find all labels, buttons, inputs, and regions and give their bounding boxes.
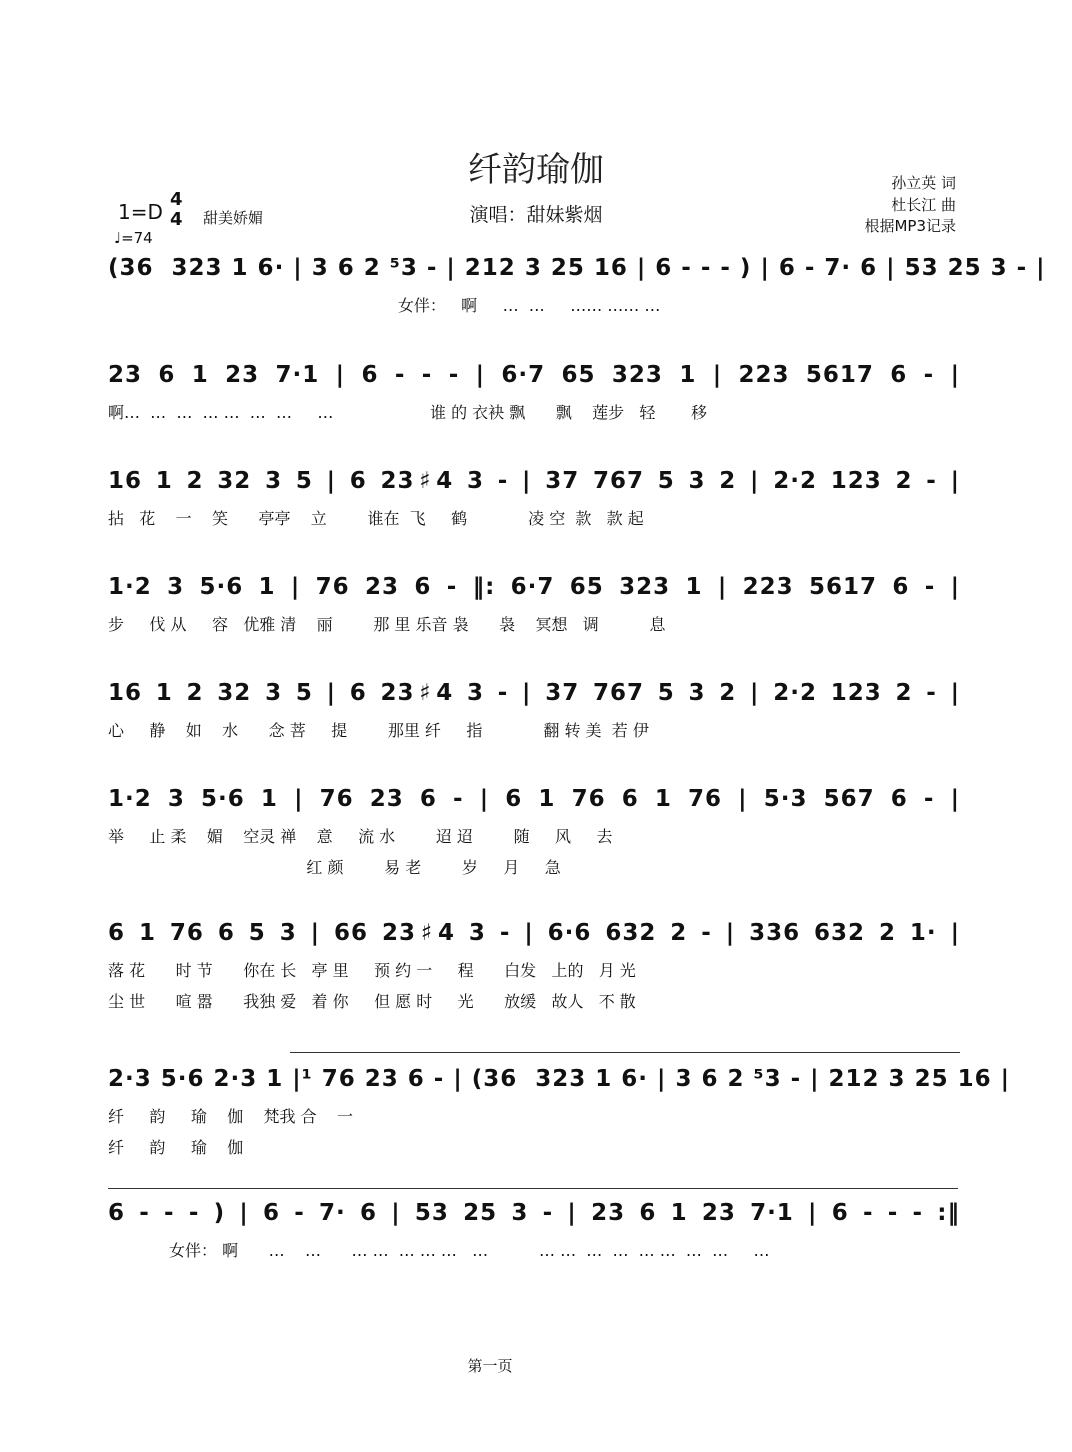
transcription-note: 根据MP3记录: [864, 217, 956, 235]
page-footer: 第一页: [467, 1357, 513, 1375]
notation-line: 16 1 2 32 3 5 | 6 23♯4 3 - | 37 767 5 3 2 | 2·2 123 2 - |: [108, 680, 960, 706]
song-title: 纤韵瑜伽: [468, 150, 604, 190]
music-system: [108, 362, 960, 423]
lyric-line: 纤 韵 瑜 伽: [108, 1138, 244, 1157]
notation-line: (36 323 1 6· | 3 6 2 ⁵3 - | 212 3 25 16 | 6 - - - ) | 6 - 7· 6 | 53 25 3 - |: [108, 255, 1046, 281]
notation-line: 6 1 76 6 5 3 | 66 23♯4 3 - | 6·6 632 2 - | 336 632 2 1· |: [108, 920, 960, 946]
volta-bracket: [290, 1052, 960, 1053]
lyric-line: 纤 韵 瑜 伽 梵我 合 一: [108, 1107, 353, 1126]
music-system: [108, 255, 1046, 316]
lyric-line: 举 止 柔 媚 空灵 禅 意 流 水 迢 迢 随 风 去: [108, 827, 613, 846]
lyric-line: 啊… … … … … … … … 谁 的 衣袂 飘 飘 莲步 轻 移: [108, 403, 707, 422]
lyric-line: 尘 世 喧 嚣 我独 爱 着 你 但 愿 时 光 放缓 故人 不 散: [108, 992, 636, 1011]
mood-marking: 甜美娇媚: [203, 209, 264, 227]
time-bottom: 4: [170, 209, 183, 230]
music-system: [108, 1200, 960, 1261]
music-system: [108, 468, 960, 529]
notation-line: 1·2 3 5·6 1 | 76 23 6 - | 6 1 76 6 1 76 | 5·3 567 6 - |: [108, 786, 960, 812]
music-system: [108, 786, 960, 878]
key-signature: 1=D: [118, 200, 163, 224]
music-system: [108, 680, 960, 741]
music-system: [108, 1066, 1010, 1158]
lyric-line: 拈 花 一 笑 亭亭 立 谁在 飞 鹤 凌 空 款 款 起: [108, 509, 644, 528]
lyric-line: 红 颜 易 老 岁 月 急: [108, 858, 561, 877]
notation-line: 23 6 1 23 7·1 | 6 - - - | 6·7 65 323 1 | 223 5617 6 - |: [108, 362, 960, 388]
lyric-line: 落 花 时 节 你在 长 亭 里 预 约 一 程 白发 上的 月 光: [108, 961, 636, 980]
tempo-marking: ♩=74: [114, 229, 153, 247]
composer: 杜长江 曲: [891, 196, 956, 214]
lyric-line: 女伴： 啊 … … … … … … … … … … … … … … … … …: [108, 1241, 770, 1260]
music-system: [108, 574, 960, 635]
lyricist: 孙立英 词: [891, 174, 956, 192]
notation-line: 2·3 5·6 2·3 1 |¹ 76 23 6 - | (36 323 1 6· | 3 6 2 ⁵3 - | 212 3 25 16 |: [108, 1066, 1010, 1092]
volta-bracket-continued: [108, 1188, 958, 1189]
time-top: 4: [170, 189, 183, 210]
lyric-line: 女伴： 啊 … … …… …… …: [108, 296, 661, 315]
notation-line: 16 1 2 32 3 5 | 6 23♯4 3 - | 37 767 5 3 2 | 2·2 123 2 - |: [108, 468, 960, 494]
music-system: [108, 920, 960, 1012]
lyric-line: 心 静 如 水 念 菩 提 那里 纤 指 翻 转 美 若 伊: [108, 721, 649, 740]
singer: 演唱：甜妹紫烟: [469, 204, 603, 226]
notation-line: 1·2 3 5·6 1 | 76 23 6 - ‖: 6·7 65 323 1 | 223 5617 6 - |: [108, 574, 960, 600]
time-signature: [170, 190, 183, 230]
notation-line: 6 - - - ) | 6 - 7· 6 | 53 25 3 - | 23 6 1 23 7·1 | 6 - - - :‖: [108, 1200, 960, 1226]
lyric-line: 步 伐 从 容 优雅 清 丽 那 里 乐音 袅 袅 冥想 调 息: [108, 615, 666, 634]
